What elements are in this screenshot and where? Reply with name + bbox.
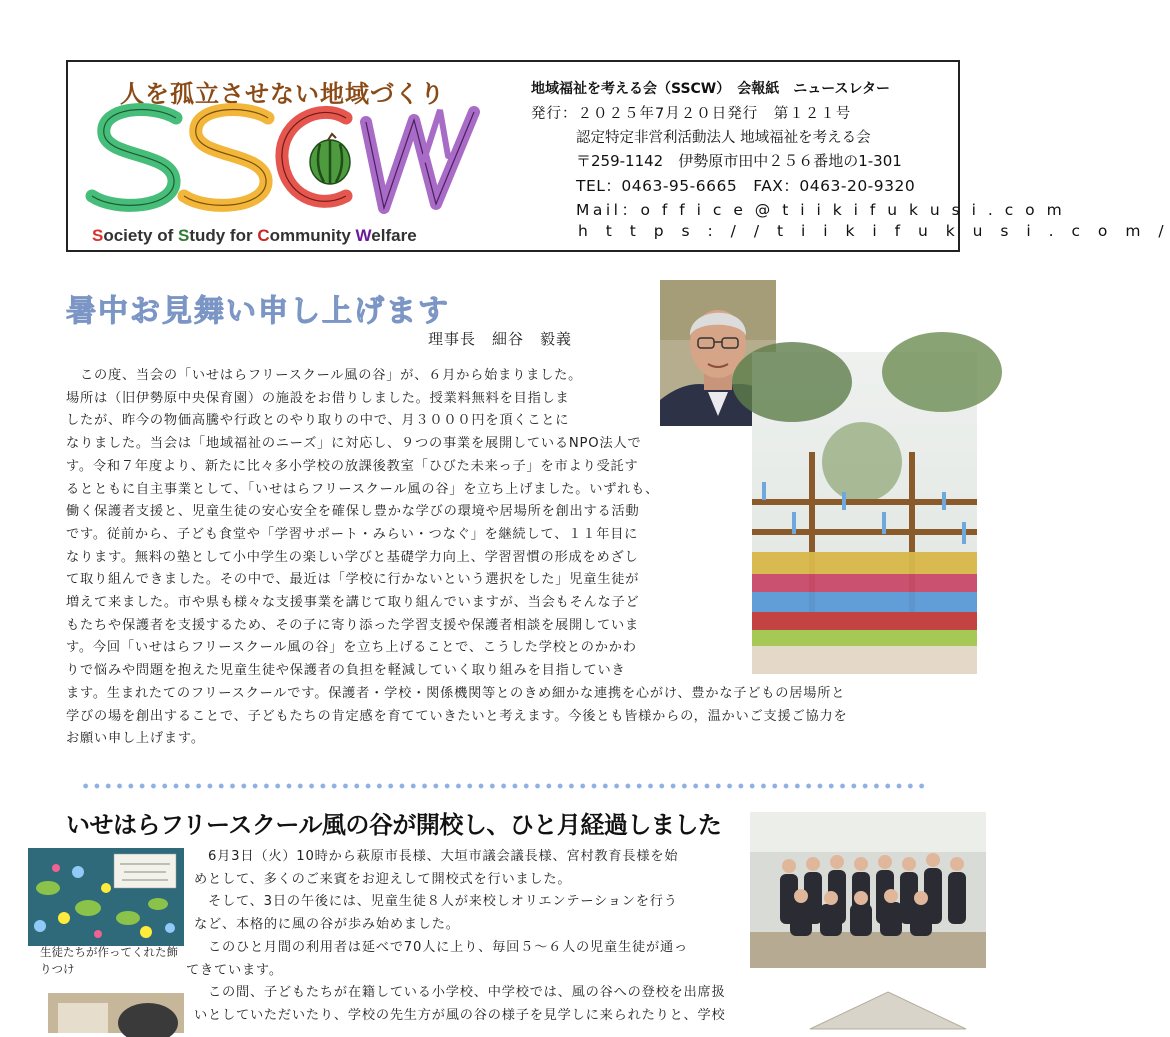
watermelon-icon xyxy=(310,134,350,184)
issue-info: 発行：２０２５年7月２０日発行 第１２１号 xyxy=(531,106,852,122)
craft-decoration-photo xyxy=(28,848,184,946)
classroom-photo xyxy=(48,993,184,1033)
greeting-line: です。従前から、子ども食堂や「学習サポート・みらい・つなぐ」を継続して、１１年目に xyxy=(66,526,639,542)
group-photo xyxy=(750,812,986,968)
greeting-line: て取り組んできました。その中で、最近は「学校に行かないという選択をした」児童生徒が xyxy=(66,572,640,588)
greeting-line: りで悩みや問題を抱えた児童生徒や保護者の負担を軽減していく取り組みを目指していき xyxy=(66,663,626,679)
greeting-body xyxy=(66,365,847,751)
logo-s-green xyxy=(92,110,176,206)
greeting-line: お願い申し上げます。 xyxy=(66,731,205,747)
slogan: 人を孤立させない地域づくり xyxy=(120,79,445,108)
greeting-line: 増えて来ました。市や県も様々な支援事業を講じて取り組んでいますが、当会もそんな子ど xyxy=(66,595,640,611)
greeting-line: ます。生まれたてのフリースクールです。保護者・学校・関係機関等とのきめ細かな連携を心がけ、豊かな子どもの居場所と xyxy=(66,685,846,701)
logo-s-yellow xyxy=(184,110,268,206)
article-body xyxy=(186,846,726,1028)
article-line: てきています。 xyxy=(186,962,283,978)
logo-w-purple xyxy=(366,112,474,208)
greeting-line: なりました。当会は「地域福祉のニーズ」に対応し、９つの事業を展開しているNPO法人で xyxy=(66,436,642,452)
greeting-line: す。令和７年度より、新たに比々多小学校の放課後教室「ひびた未来っ子」を市より受託す xyxy=(66,458,639,474)
greeting-line: 場所は（旧伊勢原中央保育園）の施設をお借りしました。授業料無料を目指しま xyxy=(66,390,570,406)
greeting-author: 理事長 細谷 毅義 xyxy=(428,330,573,348)
article-line: など、本格的に風の谷が歩み始めました。 xyxy=(194,917,460,933)
article-line: この間、子どもたちが在籍している小学校、中学校では、風の谷への登校を出席扱 xyxy=(194,985,726,1001)
greeting-line: なります。無料の塾として小中学生の楽しい学びと基礎学力向上、学習習慣の形成をめざし xyxy=(66,549,639,565)
greeting-line: 働く保護者支援と、児童生徒の安心安全を確保し豊かな学びの環境や居場所を創出する活動 xyxy=(66,504,640,520)
email-link[interactable]: Mail：o f f i c e @ t i i k i f u k u s i . c o m xyxy=(576,201,1066,219)
building-photo xyxy=(790,988,986,1029)
greeting-line: るとともに自主事業として、｢いせはらフリースクール風の谷」を立ち上げました。いずれも、 xyxy=(66,481,660,497)
logo-subtitle: Society of Study for Community Welfare xyxy=(92,226,417,245)
greeting-title: 暑中お見舞い申し上げます xyxy=(66,294,450,329)
article-line: 6月3日（火）10時から萩原市長様、大垣市議会議長様、宮村教育長様を始 xyxy=(194,849,679,864)
greeting-line: したが、昨今の物価高騰や行政とのやり取りの中で、月３０００円を頂くことに xyxy=(66,413,570,429)
greeting-line: 学びの場を創出することで、子どもたちの肯定感を育てていきたいと考えます。今後とも皆様からの，温かいご支援ご協力を xyxy=(66,708,848,724)
article-line: いとしていただいたり、学校の先生方が風の谷の様子を見学しに来られたりと、学校 xyxy=(194,1007,726,1023)
address: 〒259-1142 伊勢原市田中２５６番地の1-301 xyxy=(576,152,902,170)
article-line: このひと月間の利用者は延べで70人に上り、毎回５～６人の児童生徒が通っ xyxy=(194,939,688,955)
website-link[interactable]: h t t p s : / / t i i k i f u k u s i . c o m / xyxy=(578,222,1170,240)
tel-fax: TEL：0463-95-6665 FAX：0463-20-9320 xyxy=(576,177,916,195)
newsletter-title: 地域福祉を考える会（SSCW） 会報紙 ニュースレター xyxy=(531,81,890,97)
sscw-logo xyxy=(84,100,494,228)
greeting-line: す。今回「いせはらフリースクール風の谷」を立ち上げることで、こうした学校とのかかわ xyxy=(66,640,637,656)
greeting-line: もたちや保護者を支援するため、その子に寄り添った学習支援や保護者相談を展開していま xyxy=(66,617,639,633)
organization-name: 認定特定非営利活動法人 地域福祉を考える会 xyxy=(576,130,871,146)
article-line: そして、3日の午後には、児童生徒８人が来校しオリエンテーションを行う xyxy=(194,894,678,910)
greeting-line: この度、当会の「いせはらフリースクール風の谷」が、６月から始まりました。 xyxy=(66,368,583,383)
dotted-divider xyxy=(80,783,930,789)
craft-photo-caption: 生徒たちが作ってくれた飾りつけ xyxy=(40,945,178,976)
article-title: いせはらフリースクール風の谷が開校し、ひと月経過しました xyxy=(66,811,722,839)
article-line: めとして、多くのご来賓をお迎えして開校式を行いました。 xyxy=(194,871,572,887)
